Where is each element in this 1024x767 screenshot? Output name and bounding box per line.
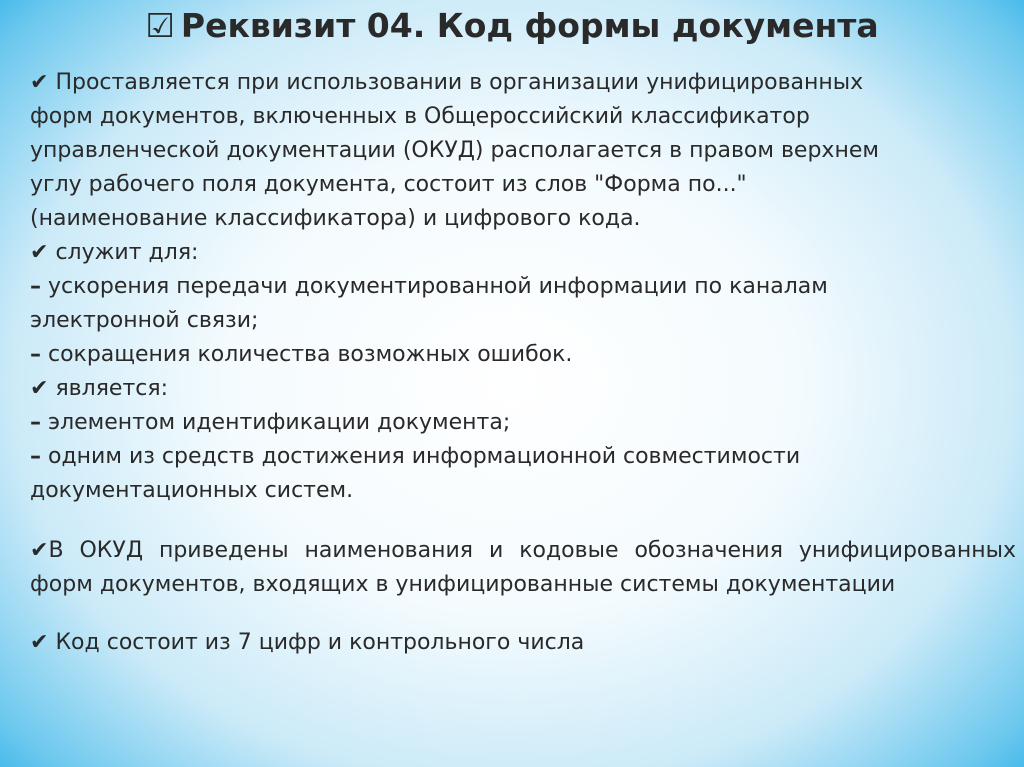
dash-icon: – [30, 274, 41, 299]
is-heading [30, 372, 1016, 406]
text-line: ускорения передачи документированной информации по каналам [48, 274, 828, 299]
paragraph-okud-contents [30, 534, 1016, 602]
text-line: документационных систем. [30, 478, 354, 503]
text-line: электронной связи; [30, 308, 259, 333]
dash-icon: – [30, 410, 41, 435]
spacer [30, 508, 1016, 534]
serves-item [30, 338, 1016, 372]
text-line: элементом идентификации документа; [48, 410, 511, 435]
title-text: Реквизит 04. Код формы документа [180, 6, 879, 45]
serves-for-label: служит для: [55, 240, 199, 265]
text-line: сокращения количества возможных ошибок. [48, 342, 573, 367]
paragraph-code-structure [30, 626, 1016, 660]
check-icon: ✔ [30, 70, 49, 95]
text-line: (наименование классификатора) и цифрового кода. [30, 206, 641, 231]
is-item [30, 440, 1016, 508]
spacer [30, 602, 1016, 626]
text-line: одним из средств достижения информационной совместимости [48, 444, 801, 469]
dash-icon: – [30, 342, 41, 367]
check-icon: ✔ [30, 240, 49, 265]
check-icon: ✔ [30, 376, 49, 401]
serves-item [30, 270, 1016, 338]
check-icon: ✔ [30, 538, 49, 563]
text-line: управленческой документации (ОКУД) располагается в правом верхнем [30, 138, 879, 163]
is-item [30, 406, 1016, 440]
code-text: Код состоит из 7 цифр и контрольного числа [55, 630, 585, 655]
check-icon: ✔ [30, 630, 49, 655]
paragraph-okud-usage [30, 66, 1016, 236]
serves-for-heading [30, 236, 1016, 270]
text-line: углу рабочего поля документа, состоит из слов "Форма по..." [30, 172, 747, 197]
okud-text: В ОКУД приведены наименования и кодовые обозначения унифицированных форм документов, входящих в унифицированные системы документации [30, 538, 1016, 597]
content-body [30, 66, 1016, 660]
text-line: форм документов, включенных в Общероссийский классификатор [30, 104, 810, 129]
dash-icon: – [30, 444, 41, 469]
checkbox-icon: ☑ [145, 6, 175, 45]
is-label: является: [55, 376, 169, 401]
text-line: Проставляется при использовании в организации унифицированных [55, 70, 864, 95]
page-title [0, 6, 1024, 45]
